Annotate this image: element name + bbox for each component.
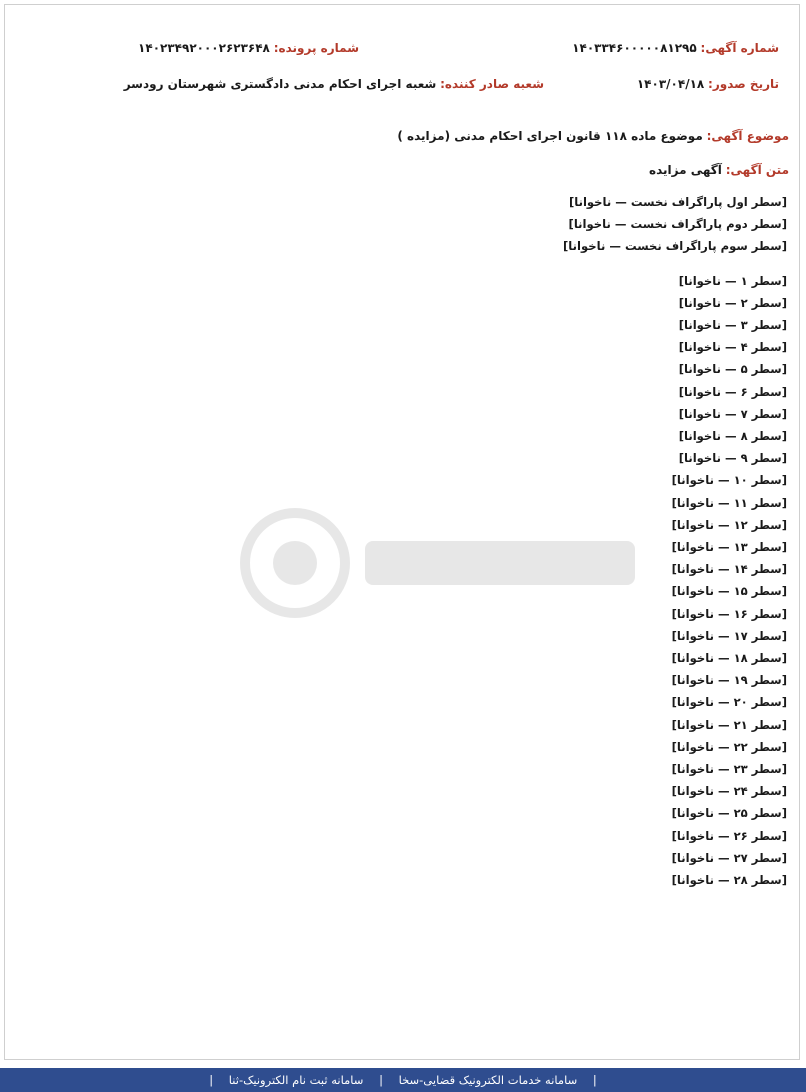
body-line: [سطر ۵ — ناخوانا] [678,362,787,377]
body-line: [سطر ۱۳ — ناخوانا] [671,540,787,555]
subject-row: موضوع آگهی: موضوع ماده ۱۱۸ قانون اجرای احکام مدنی (مزایده ) [397,129,789,143]
header-row-2 [15,73,789,95]
body-line: [سطر ۲۰ — ناخوانا] [671,695,787,710]
issuer: شعبه صادر کننده: شعبه اجرای احکام مدنی دادگستری شهرستان رودسر [123,77,544,91]
footer-bar [0,1068,806,1092]
body-line: [سطر ۲۴ — ناخوانا] [671,784,787,799]
body-line: [سطر ۲۷ — ناخوانا] [671,850,787,865]
body-line: [سطر ۱۶ — ناخوانا] [671,606,787,621]
body-line: [سطر ۷ — ناخوانا] [678,406,787,421]
body-line: [سطر ۱۲ — ناخوانا] [671,517,787,532]
footer-separator: | [209,1073,214,1087]
body-line: [سطر ۲۶ — ناخوانا] [671,828,787,843]
body-line: [سطر ۱۱ — ناخوانا] [671,495,787,510]
body-line: [سطر ۱۸ — ناخوانا] [671,651,787,666]
body-line: [سطر ۲۵ — ناخوانا] [671,806,787,821]
footer-link-sana[interactable]: سامانه ثبت نام الکترونیک-ثنا [228,1073,364,1087]
body-line: [سطر دوم پاراگراف نخست — ناخوانا] [568,217,787,232]
case-number: شماره پرونده: ۱۴۰۲۳۴۹۲۰۰۰۲۶۲۳۶۴۸ [138,41,359,55]
issue-date: تاریخ صدور: ۱۴۰۳/۰۴/۱۸ [636,77,779,91]
header-row-1 [15,37,789,59]
body-line: [سطر ۱۹ — ناخوانا] [671,673,787,688]
body-line: [سطر ۱ — ناخوانا] [678,273,787,288]
body-line: [سطر اول پاراگراف نخست — ناخوانا] [568,195,787,209]
body-line: [سطر ۲ — ناخوانا] [678,295,787,310]
footer-link-sakha[interactable]: سامانه خدمات الکترونیک قضایی-سخا [398,1073,578,1087]
body-line: [سطر ۳ — ناخوانا] [678,318,787,333]
footer-separator: | [592,1073,597,1087]
ad-number: شماره آگهی: ۱۴۰۳۳۴۶۰۰۰۰۰۸۱۲۹۵ [572,41,779,55]
body-line: [سطر ۹ — ناخوانا] [678,451,787,466]
notice-body [17,191,787,891]
body-line: [سطر ۶ — ناخوانا] [678,384,787,399]
body-line: [سطر ۲۱ — ناخوانا] [671,717,787,732]
body-line: [سطر سوم پاراگراف نخست — ناخوانا] [563,239,787,254]
body-line: [سطر ۲۳ — ناخوانا] [671,762,787,777]
body-line: [سطر ۱۰ — ناخوانا] [671,473,787,488]
body-line: [سطر ۲۸ — ناخوانا] [671,873,787,888]
footer-separator: | [379,1073,383,1087]
body-line: [سطر ۴ — ناخوانا] [678,340,787,355]
body-line: [سطر ۸ — ناخوانا] [678,429,787,444]
body-line: [سطر ۱۷ — ناخوانا] [671,628,787,643]
text-heading-row: متن آگهی: آگهی مزایده [649,163,789,177]
body-line: [سطر ۲۲ — ناخوانا] [671,739,787,754]
notice-frame [4,4,800,1060]
body-line: [سطر ۱۴ — ناخوانا] [671,562,787,577]
body-line: [سطر ۱۵ — ناخوانا] [671,584,787,599]
